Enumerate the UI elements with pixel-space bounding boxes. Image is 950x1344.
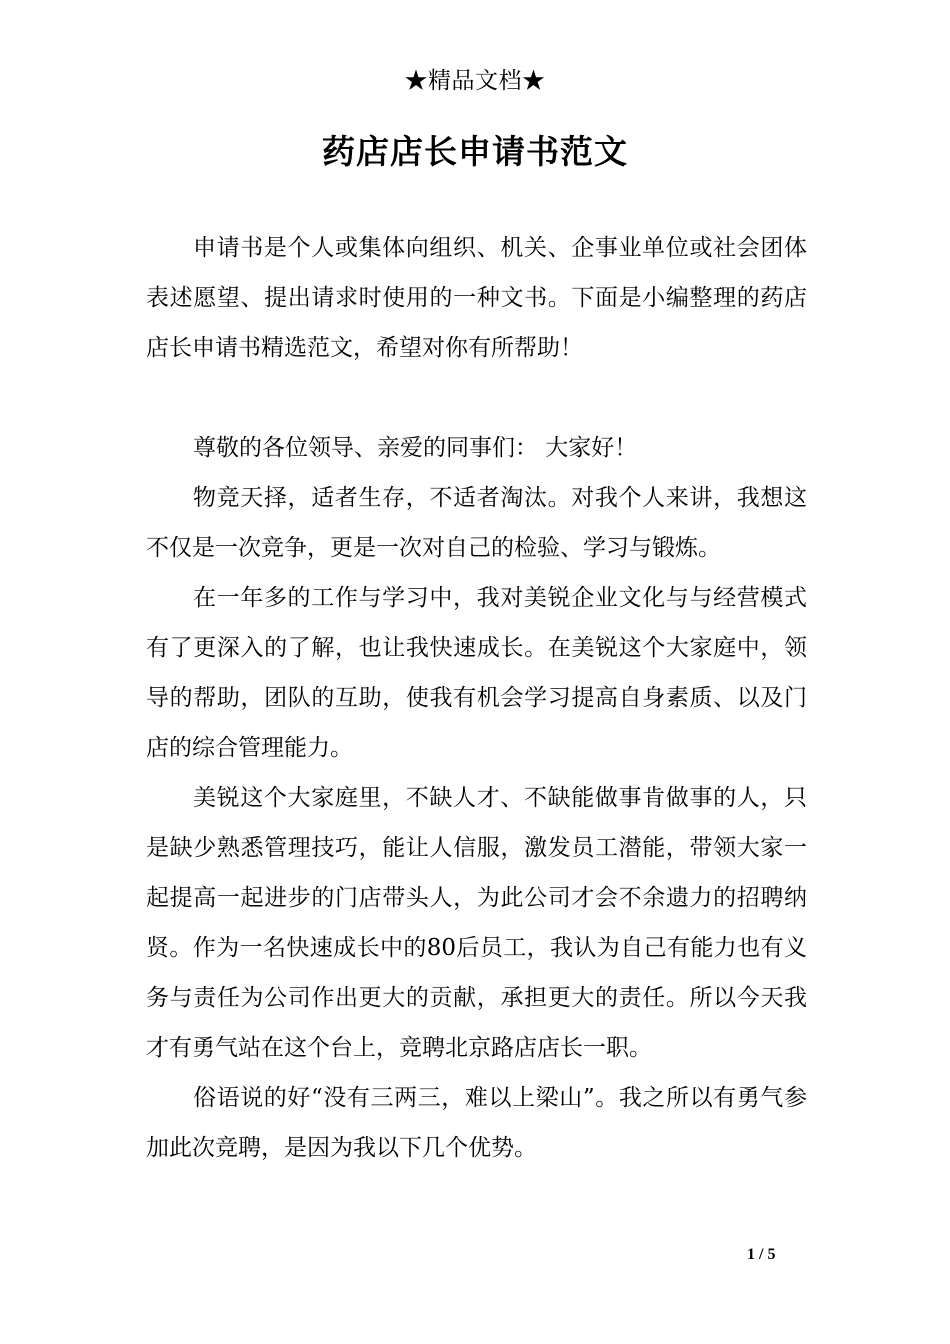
body-paragraph: 物竞天择，适者生存，不适者淘汰。对我个人来讲，我想这不仅是一次竞争，更是一次对自己的检验、学习与锻炼。 [146,485,807,561]
document-header: ★精品文档★ [404,68,546,94]
body-paragraph: 俗语说的好“没有三两三，难以上梁山”。我之所以有勇气参加此次竞聘，是因为我以下几个优势。 [146,1085,807,1161]
page-number: 1 / 5 [747,1246,776,1263]
body-paragraph: 在一年多的工作与学习中，我对美锐企业文化与与经营模式有了更深入的了解，也让我快速成长。在美锐这个大家庭中，领导的帮助，团队的互助，使我有机会学习提高自身素质、以及门店的综合管理能力。 [146,585,807,761]
salutation-paragraph: 尊敬的各位领导、亲爱的同事们： 大家好！ [193,435,638,461]
body-paragraph: 美锐这个大家庭里，不缺人才、不缺能做事肯做事的人，只是缺少熟悉管理技巧，能让人信服，激发员工潜能，带领大家一起提高一起进步的门店带头人，为此公司才会不余遗力的招聘纳贤。作为一名快速成长中的80后员工，我认为自己有能力也有义务与责任为公司作出更大的贡献，承担更大的责任。所以今天我才有勇气站在这个台上，竞聘北京路店店长一职。 [146,785,807,1061]
paragraph-spacer [146,373,807,423]
intro-paragraph: 申请书是个人或集体向组织、机关、企事业单位或社会团体表述愿望、提出请求时使用的一种文书。下面是小编整理的药店店长申请书精选范文，希望对你有所帮助！ [146,235,807,361]
document-body [146,223,807,1173]
document-title: 药店店长申请书范文 [322,132,628,171]
